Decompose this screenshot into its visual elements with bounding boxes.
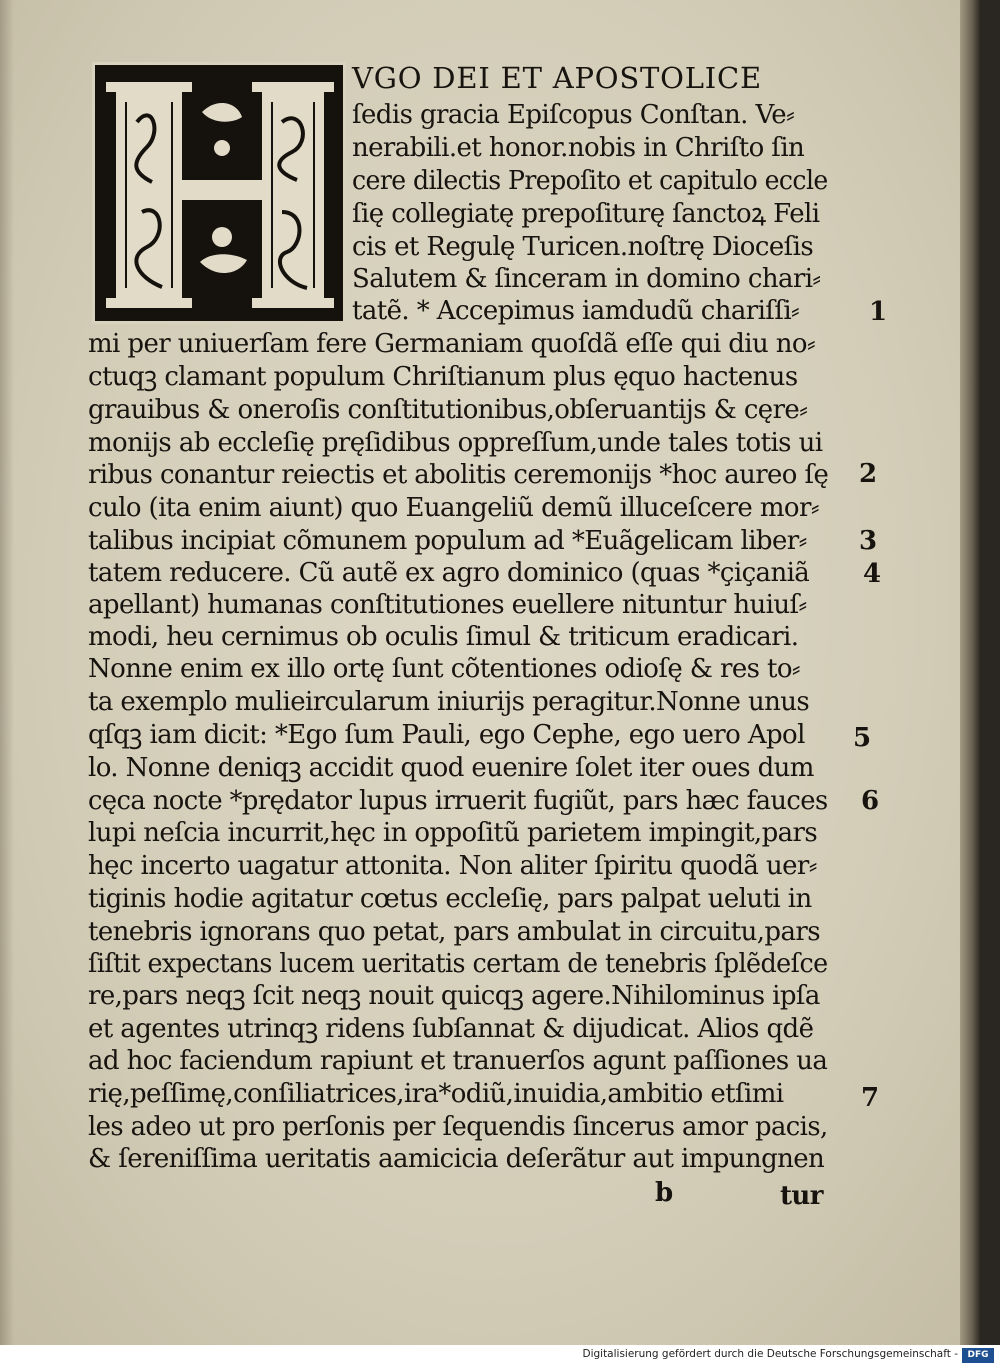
body-line: & ſereniſſima ueritatis aamicicia deſerãtur aut impungnen (88, 1144, 825, 1174)
body-line: lupi neſcia incurrit,hęc in oppoſitũ parietem impingit,pars (88, 818, 818, 848)
margin-number: 7 (860, 1083, 880, 1113)
heading-line: ſię collegiatę prepoſiturę ſanctoꝝ Feli (352, 199, 820, 229)
footer-bar (0, 1345, 1000, 1366)
gutter-shadow (0, 0, 14, 1345)
margin-number: 3 (858, 526, 878, 556)
heading-line: tatẽ. * Accepimus iamdudũ chariſſi⸗ (352, 296, 800, 326)
body-line: re,pars neqꝫ ſcit neqꝫ nouit quicqꝫ agere.Nihilominus ipſa (88, 981, 820, 1011)
body-line: ribus conantur reiectis et abolitis ceremonijs *hoc aureo ſę (88, 460, 829, 490)
body-line: tenebris ignorans quo petat, pars ambulat in circuitu,pars (88, 917, 820, 947)
body-line: mi per uniuerſam fere Germaniam quoſdã eſſe qui diu no⸗ (88, 329, 816, 359)
body-line: cęca nocte *prędator lupus irruerit fugiũt, pars hæc fauces (88, 786, 828, 816)
initial-h-ornament (92, 62, 346, 324)
heading-line: cis et Regulę Turicen.noſtrę Diocеſis (352, 232, 814, 262)
heading-line: cere dilectis Prepoſito et capitulo eccle (352, 166, 828, 196)
body-line: rię,peſſimę,conſiliatrices,ira*odiũ,inuidia,ambitio etſimi (88, 1079, 784, 1109)
body-line: apellant) humanas conſtitutiones euellere nituntur huiuſ⸗ (88, 590, 807, 620)
margin-number: 5 (852, 723, 872, 753)
body-line: culo (ita enim aiunt) quo Euangeliũ demũ illuceſcere mor⸗ (88, 493, 819, 523)
heading-line: ſedis gracia Epiſcopus Conſtan. Ve⸗ (352, 100, 795, 130)
body-line: grauibus & oneroſis conſtitutionibus,obſeruantijs & cęre⸗ (88, 395, 808, 425)
funding-note: Digitalisierung gefördert durch die Deutsche Forschungsgemeinschaft - (582, 1348, 958, 1360)
body-line: hęc incerto uagatur attonita. Non aliter ſpiritu quodã uer⸗ (88, 851, 817, 881)
body-line: monijs ab eccleſię pręſidibus oppreſſum,unde tales totis ui (88, 428, 823, 458)
body-line: ſiſtit expectans lucem ueritatis certam de tenebris ſplẽdeſce (88, 949, 828, 979)
margin-number: 1 (868, 297, 888, 327)
decorated-initial-h (92, 62, 346, 324)
heading-line: VGO DEI ET APOSTOLICE (352, 61, 763, 95)
catchword: tur (780, 1181, 823, 1211)
dfg-logo[interactable]: DFG (962, 1348, 994, 1363)
body-line: modi, heu cernimus ob oculis ſimul & triticum eradicari. (88, 622, 799, 652)
body-line: tatem reducere. Cũ autẽ ex agro dominico (quas *çiçaniã (88, 558, 810, 588)
heading-line: nerabili.et honor.nobis in Chriſto ſin (352, 133, 805, 163)
body-line: et agentes utrinqꝫ ridens ſubſannat & dijudicat. Alios qdẽ (88, 1014, 814, 1044)
body-line: ctuqꝫ clamant populum Chriſtianum plus ęquo hactenus (88, 362, 798, 392)
body-line: Nonne enim ex illo ortę ſunt cõtentiones odioſę & res to⸗ (88, 654, 800, 684)
page-edge (960, 0, 980, 1345)
heading-line: Salutem & ſinceram in domino chari⸗ (352, 264, 821, 294)
margin-number: 2 (858, 459, 878, 489)
body-line: tiginis hodie agitatur cœtus eccleſię, pars palpat ueluti in (88, 884, 812, 914)
body-line: talibus incipiat cõmunem populum ad *Euãgelicam liber⸗ (88, 526, 807, 556)
margin-number: 6 (860, 786, 880, 816)
margin-number: 4 (862, 559, 882, 589)
body-line: qſqꝫ iam dicit: *Ego ſum Pauli, ego Cephe, ego uero Apol (88, 720, 805, 750)
signature-mark: b (655, 1178, 673, 1208)
body-line: lo. Nonne deniqꝫ accidit quod euenire ſolet iter oues dum (88, 753, 814, 783)
body-line: ad hoc faciendum rapiunt et tranuerſos agunt paſſiones ua (88, 1046, 828, 1076)
body-line: les adeo ut pro perſonis per ſequendis ſincerus amor pacis, (88, 1112, 828, 1142)
body-line: ta exemplo mulieircularum iniurijs peragitur.Nonne unus (88, 687, 810, 717)
